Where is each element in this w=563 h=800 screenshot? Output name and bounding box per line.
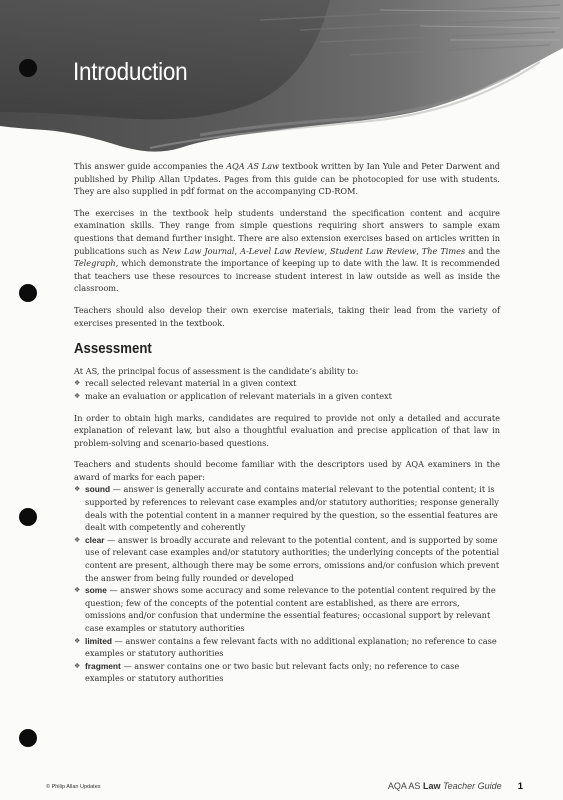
intro-paragraph-2: The exercises in the textbook help students understand the specification content and acquire examination skills. They range from simple questions requiring short answers to sample exam questions that demand further insight. There are also extension exercises based on articles written in publications such as New Law Journal, A-Level Law Review, Student Law Review, The Times and the Telegraph, which demonstrate the importance of keeping up to date with the law. It is recommended that teachers use these resources to increase student interest in law outside as well as inside the classroom. bbox=[74, 207, 500, 294]
assessment-heading: Assessment bbox=[74, 340, 152, 358]
binder-hole bbox=[19, 59, 37, 77]
descriptor-list bbox=[74, 483, 500, 685]
descriptor-sound: ❖ sound — answer is generally accurate and contains material relevant to the potential content; it is supported by references to relevant case examples and/or statutory authorities; response generally deals with the potential content in a manner required by the question, so the essential features are dealt with competently and coherently bbox=[74, 484, 499, 533]
bullet-icon: ❖ bbox=[74, 661, 81, 670]
footer-running-title bbox=[388, 781, 523, 792]
list-item: ❖ make an evaluation or application of relevant materials in a given context bbox=[74, 390, 392, 401]
footer-copyright: © Philip Allan Updates bbox=[46, 784, 101, 790]
page-number: 1 bbox=[517, 781, 523, 792]
list-item: ❖ recall selected relevant material in a given context bbox=[74, 378, 297, 389]
footer-subject: Law bbox=[422, 781, 441, 791]
intro-paragraph-3: Teachers should also develop their own exercise materials, taking their lead from the variety of exercises presented in the textbook. bbox=[74, 304, 500, 328]
descriptor-some: ❖ some — answer shows some accuracy and some relevance to the potential content required by the question; few of the concepts of the potential content are established, as there are errors, omissions and/or confusion that undermine the essential features; occasional support by relevant case examples or statutory authorities bbox=[74, 585, 496, 633]
high-marks-paragraph: In order to obtain high marks, candidates are required to provide not only a detailed and accurate explanation of relevant law, but also a thoughtful evaluation and precise application of that law in problem-solving and scenario-based questions. bbox=[74, 412, 500, 448]
binder-hole bbox=[19, 508, 37, 526]
footer-series: AQA AS bbox=[387, 781, 421, 791]
binder-hole bbox=[19, 284, 37, 302]
descriptors-intro: Teachers and students should become familiar with the descriptors used by AQA examiners in the award of marks for each paper: bbox=[74, 459, 500, 482]
binder-hole bbox=[19, 729, 37, 747]
descriptor-clear: ❖ clear — answer is broadly accurate and relevant to the potential content, and is supported by some use of relevant case examples and/or statutory authorities; the underlying concepts of the potential content are present, although there may be some errors, omissions and/or confusion which prevent the answer from being fully rounded or developed bbox=[74, 534, 500, 583]
bullet-icon: ❖ bbox=[74, 379, 81, 388]
assessment-lead: At AS, the principal focus of assessment is the candidate’s ability to: bbox=[74, 365, 359, 376]
bullet-icon: ❖ bbox=[74, 586, 81, 595]
bullet-icon: ❖ bbox=[74, 485, 81, 494]
bullet-icon: ❖ bbox=[74, 636, 81, 645]
footer-guide: Teacher Guide bbox=[442, 781, 502, 791]
bullet-icon: ❖ bbox=[74, 391, 81, 400]
page-title: Introduction bbox=[73, 58, 188, 86]
descriptor-fragment: ❖ fragment — answer contains one or two basic but relevant facts only; no reference to case examples or statutory authorities bbox=[74, 660, 460, 684]
page-content bbox=[74, 160, 500, 694]
bullet-icon: ❖ bbox=[74, 535, 81, 544]
intro-paragraph-1: This answer guide accompanies the AQA AS Law textbook written by Ian Yule and Peter Darwent and published by Philip Allan Updates. Pages from this guide can be photocopied for use with students. They are also supplied in pdf format on the accompanying CD-ROM. bbox=[74, 161, 501, 197]
descriptor-limited: ❖ limited — answer contains a few relevant facts with no additional explanation; no reference to case examples or statutory authorities bbox=[74, 635, 497, 659]
focus-list bbox=[74, 377, 500, 402]
